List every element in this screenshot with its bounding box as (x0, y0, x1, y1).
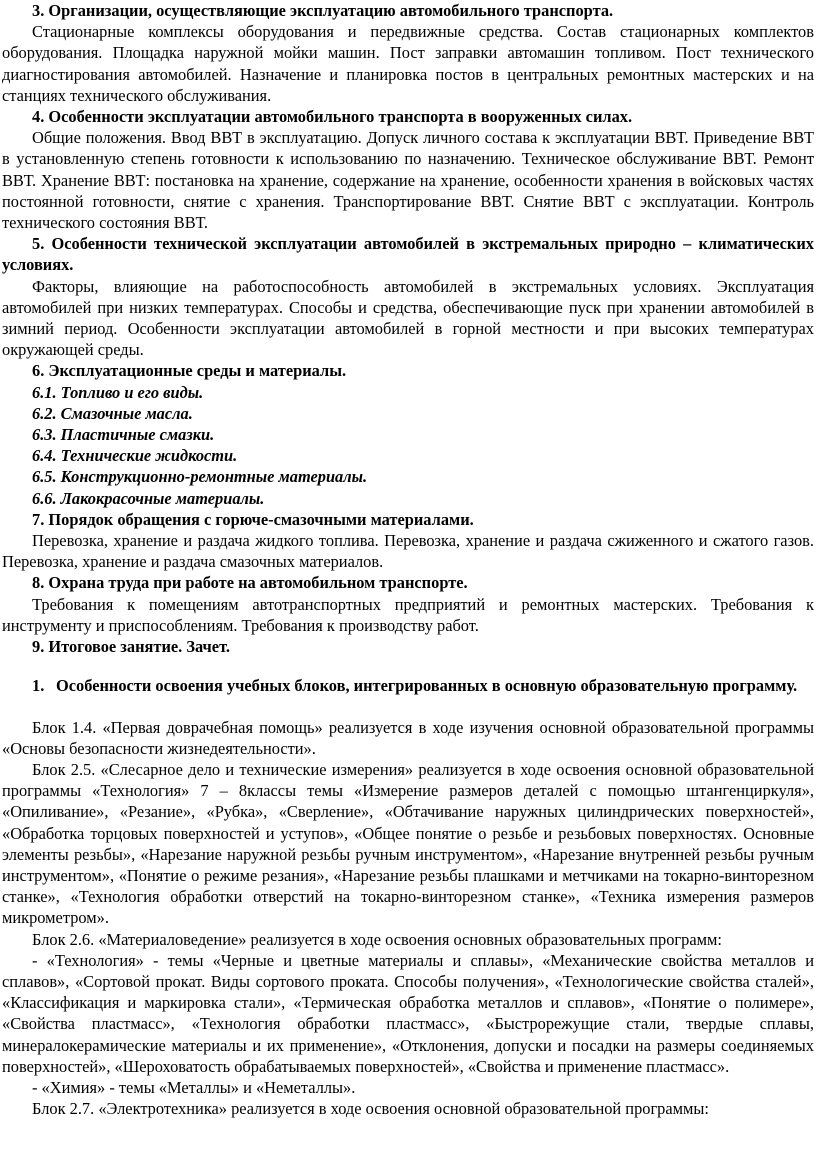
subsection-6-2: 6.2. Смазочные масла. (32, 403, 193, 423)
subsection-6-3: 6.3. Пластичные смазки. (32, 425, 215, 445)
section-6-heading: 6. Эксплуатационные среды и материалы. (32, 361, 347, 381)
block-2-6-chemistry: - «Химия» - темы «Металлы» и «Неметаллы». (32, 1077, 356, 1097)
subsection-6-5: 6.5. Конструкционно-ремонтные материалы. (32, 467, 368, 487)
section-3-text: Стационарные комплексы оборудования и передвижные средства. Состав стационарных комплектов оборудования. Площадка наружной мойки машин. Пост заправки автомашин топливом. Пост технического диагностирования автомобилей. Назначение и планировка постов в центральных ремонтных мастерских и на станциях технического обслуживания. (2, 22, 814, 105)
section-4-heading: 4. Особенности эксплуатации автомобильного транспорта в вооруженных силах. (32, 107, 633, 127)
subsection-6-1: 6.1. Топливо и его виды. (32, 382, 204, 402)
block-1-4: Блок 1.4. «Первая доврачебная помощь» реализуется в ходе изучения основной образовательной программы «Основы безопасности жизнедеятельности». (2, 717, 814, 758)
section-8-text: Требования к помещениям автотранспортных предприятий и ремонтных мастерских. Требования к инструменту и приспособлениям. Требования к производству работ. (2, 594, 814, 635)
numbered-heading-text: Особенности освоения учебных блоков, интегрированных в основную образовательную программу. (56, 676, 798, 696)
section-3-heading: 3. Организации, осуществляющие эксплуатацию автомобильного транспорта. (32, 1, 614, 20)
section-5-heading: 5. Особенности технической эксплуатации автомобилей в экстремальных природно – климатических условиях. (2, 234, 814, 275)
block-2-6-technology: - «Технология» - темы «Черные и цветные материалы и сплавы», «Механические свойства металлов и сплавов», «Сортовой прокат. Виды сортового проката. Способы получения», «Технологические свойства сталей», «Классификация и маркировка стали», «Термическая обработка металлов и сплавов», «Понятие о полимере», «Свойства пластмасс», «Технология обработки пластмасс», «Быстрорежущие стали, твердые сплавы, минералокерамические материалы и их применение», «Отклонения, допуски и посадки на размеры соединяемых поверхностей», «Шероховатость обрабатываемых поверхностей», «Свойства и применение пластмасс». (2, 950, 814, 1076)
block-2-5: Блок 2.5. «Слесарное дело и технические измерения» реализуется в ходе освоения основной образовательной программы «Технология» 7 – 8классы темы «Измерение размеров деталей с помощью штангенциркуля», «Опиливание», «Резание», «Рубка», «Сверление», «Обтачивание наружных цилиндрических поверхностей», «Обработка торцовых поверхностей и уступов», «Общее понятие о резьбе и резьбовых поверхностях. Основные элементы резьбы», «Нарезание наружной резьбы ручным инструментом», «Нарезание внутренней резьбы ручным инструментом», «Понятие о режиме резания», «Нарезание резьбы плашками и метчиками на токарно-винторезном станке», «Технология обработки отверстий на токарно-винторезном станке», «Техника измерения размеров микрометром». (2, 759, 814, 928)
section-5-text: Факторы, влияющие на работоспособность автомобилей в экстремальных условиях. Эксплуатация автомобилей при низких температурах. Способы и средства, обеспечивающие пуск при хранении автомобилей в зимний период. Особенности эксплуатации автомобилей в горной местности и при высоких температурах окружающей среды. (2, 276, 814, 360)
subsection-6-4: 6.4. Технические жидкости. (32, 446, 238, 466)
section-8-heading: 8. Охрана труда при работе на автомобильном транспорте. (32, 573, 468, 593)
section-9-heading: 9. Итоговое занятие. Зачет. (32, 637, 230, 657)
numbered-heading (2, 675, 814, 696)
subsection-6-6: 6.6. Лакокрасочные материалы. (32, 488, 265, 508)
section-7-heading: 7. Порядок обращения с горюче-смазочными материалами. (32, 509, 474, 529)
section-4-text: Общие положения. Ввод ВВТ в эксплуатацию. Допуск личного состава к эксплуатации ВВТ. Приведение ВВТ в установленную степень готовности к использованию по назначению. Техническое обслуживание ВВТ. Ремонт ВВТ. Хранение ВВТ: постановка на хранение, содержание на хранение, особенности хранения в войсковых частях постоянной готовности, снятие с хранения. Транспортирование ВВТ. Снятие ВВТ с эксплуатации. Контроль технического состояния ВВТ. (2, 128, 814, 233)
block-2-7: Блок 2.7. «Электротехника» реализуется в ходе освоения основной образовательной программы: (32, 1099, 709, 1119)
numbered-heading-number: 1. (32, 676, 45, 696)
section-7-text: Перевозка, хранение и раздача жидкого топлива. Перевозка, хранение и раздача сжиженного и сжатого газов. Перевозка, хранение и раздача смазочных материалов. (2, 531, 814, 572)
block-2-6: Блок 2.6. «Материаловедение» реализуется в ходе освоения основных образовательных программ: (32, 929, 722, 949)
